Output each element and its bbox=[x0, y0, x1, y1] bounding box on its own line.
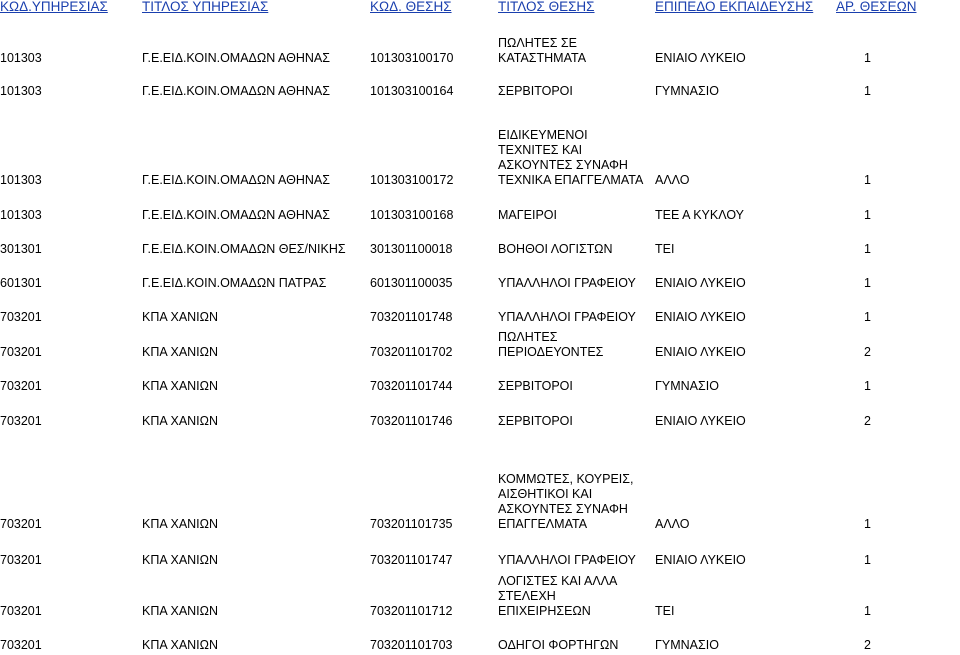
header-positions-count: ΑΡ. ΘΕΣΕΩΝ bbox=[836, 0, 917, 14]
education-level-cell: ΕΝΙΑΙΟ ΛΥΚΕΙΟ bbox=[655, 310, 746, 324]
position-title-line: ΑΣΚΟΥΝΤΕΣ ΣΥΝΑΦΗ bbox=[498, 502, 628, 516]
position-title-line: ΑΙΣΘΗΤΙΚΟΙ ΚΑΙ bbox=[498, 487, 593, 501]
position-code-cell: 703201101703 bbox=[370, 638, 453, 652]
service-code-cell: 703201 bbox=[0, 379, 42, 393]
service-code-cell: 703201 bbox=[0, 517, 42, 531]
position-code-cell: 101303100170 bbox=[370, 51, 454, 65]
position-code-cell: 101303100172 bbox=[370, 173, 454, 187]
education-level-cell: ΕΝΙΑΙΟ ΛΥΚΕΙΟ bbox=[655, 345, 746, 359]
education-level-cell: ΕΝΙΑΙΟ ΛΥΚΕΙΟ bbox=[655, 553, 746, 567]
positions-count-cell: 1 bbox=[864, 208, 871, 222]
positions-count-cell: 2 bbox=[864, 414, 871, 428]
position-title-line: ΟΔΗΓΟΙ ΦΟΡΤΗΓΩΝ bbox=[498, 638, 619, 652]
position-title-line: ΥΠΑΛΛΗΛΟΙ ΓΡΑΦΕΙΟΥ bbox=[498, 276, 636, 290]
position-title-line: ΑΣΚΟΥΝΤΕΣ ΣΥΝΑΦΗ bbox=[498, 158, 628, 172]
education-level-cell: ΑΛΛΟ bbox=[655, 517, 690, 531]
service-title-cell: ΚΠΑ ΧΑΝΙΩΝ bbox=[142, 345, 219, 359]
position-code-cell: 101303100168 bbox=[370, 208, 454, 222]
service-title-cell: Γ.Ε.ΕΙΔ.ΚΟΙΝ.ΟΜΑΔΩΝ ΑΘΗΝΑΣ bbox=[142, 51, 330, 65]
position-title-line: ΕΙΔΙΚΕΥΜΕΝΟΙ bbox=[498, 128, 588, 142]
positions-count-cell: 2 bbox=[864, 638, 871, 652]
position-title-line: ΜΑΓΕΙΡΟΙ bbox=[498, 208, 557, 222]
education-level-cell: ΤΕΕ Α ΚΥΚΛΟΥ bbox=[655, 208, 744, 222]
positions-count-cell: 1 bbox=[864, 242, 871, 256]
position-title-line: ΤΕΧΝΙΚΑ ΕΠΑΓΓΕΛΜΑΤΑ bbox=[498, 173, 644, 187]
service-title-cell: Γ.Ε.ΕΙΔ.ΚΟΙΝ.ΟΜΑΔΩΝ ΠΑΤΡΑΣ bbox=[142, 276, 327, 290]
positions-count-cell: 1 bbox=[864, 51, 871, 65]
positions-count-cell: 1 bbox=[864, 553, 871, 567]
header-title-position: ΤΙΤΛΟΣ ΘΕΣΗΣ bbox=[498, 0, 595, 14]
education-level-cell: ΤΕΙ bbox=[655, 242, 675, 256]
positions-count-cell: 1 bbox=[864, 517, 871, 531]
position-code-cell: 703201101744 bbox=[370, 379, 453, 393]
service-title-cell: ΚΠΑ ΧΑΝΙΩΝ bbox=[142, 310, 219, 324]
education-level-cell: ΤΕΙ bbox=[655, 604, 675, 618]
service-title-cell: ΚΠΑ ΧΑΝΙΩΝ bbox=[142, 414, 219, 428]
positions-count-cell: 1 bbox=[864, 276, 871, 290]
positions-count-cell: 1 bbox=[864, 310, 871, 324]
service-title-cell: ΚΠΑ ΧΑΝΙΩΝ bbox=[142, 517, 219, 531]
position-title-line: ΣΤΕΛΕΧΗ bbox=[498, 589, 556, 603]
position-code-cell: 703201101712 bbox=[370, 604, 453, 618]
position-title-line: ΥΠΑΛΛΗΛΟΙ ΓΡΑΦΕΙΟΥ bbox=[498, 310, 636, 324]
service-title-cell: ΚΠΑ ΧΑΝΙΩΝ bbox=[142, 553, 219, 567]
service-code-cell: 703201 bbox=[0, 604, 42, 618]
header-education-level: ΕΠΙΠΕΔΟ ΕΚΠΑΙΔΕΥΣΗΣ bbox=[655, 0, 814, 14]
position-title-line: ΣΕΡΒΙΤΟΡΟΙ bbox=[498, 414, 573, 428]
education-level-cell: ΓΥΜΝΑΣΙΟ bbox=[655, 638, 719, 652]
service-title-cell: ΚΠΑ ΧΑΝΙΩΝ bbox=[142, 638, 219, 652]
position-code-cell: 703201101702 bbox=[370, 345, 453, 359]
service-title-cell: ΚΠΑ ΧΑΝΙΩΝ bbox=[142, 379, 219, 393]
education-level-cell: ΓΥΜΝΑΣΙΟ bbox=[655, 84, 719, 98]
position-code-cell: 703201101746 bbox=[370, 414, 453, 428]
service-code-cell: 703201 bbox=[0, 638, 42, 652]
position-code-cell: 703201101735 bbox=[370, 517, 453, 531]
service-title-cell: Γ.Ε.ΕΙΔ.ΚΟΙΝ.ΟΜΑΔΩΝ ΑΘΗΝΑΣ bbox=[142, 173, 330, 187]
service-title-cell: Γ.Ε.ΕΙΔ.ΚΟΙΝ.ΟΜΑΔΩΝ ΑΘΗΝΑΣ bbox=[142, 208, 330, 222]
header-code-service: ΚΩΔ.ΥΠΗΡΕΣΙΑΣ bbox=[0, 0, 108, 14]
service-title-cell: Γ.Ε.ΕΙΔ.ΚΟΙΝ.ΟΜΑΔΩΝ ΑΘΗΝΑΣ bbox=[142, 84, 330, 98]
position-title-line: ΠΩΛΗΤΕΣ ΣΕ bbox=[498, 36, 577, 50]
position-title-line: ΛΟΓΙΣΤΕΣ ΚΑΙ ΑΛΛΑ bbox=[498, 574, 618, 588]
education-level-cell: ΕΝΙΑΙΟ ΛΥΚΕΙΟ bbox=[655, 51, 746, 65]
service-title-cell: Γ.Ε.ΕΙΔ.ΚΟΙΝ.ΟΜΑΔΩΝ ΘΕΣ/ΝΙΚΗΣ bbox=[142, 242, 346, 256]
service-code-cell: 703201 bbox=[0, 345, 42, 359]
service-code-cell: 101303 bbox=[0, 51, 42, 65]
service-code-cell: 101303 bbox=[0, 208, 42, 222]
service-code-cell: 703201 bbox=[0, 553, 42, 567]
position-title-line: ΚΟΜΜΩΤΕΣ, ΚΟΥΡΕΙΣ, bbox=[498, 472, 634, 486]
position-title-line: ΣΕΡΒΙΤΟΡΟΙ bbox=[498, 379, 573, 393]
position-title-line: ΒΟΗΘΟΙ ΛΟΓΙΣΤΩΝ bbox=[498, 242, 613, 256]
service-code-cell: 101303 bbox=[0, 173, 42, 187]
position-code-cell: 301301100018 bbox=[370, 242, 453, 256]
position-code-cell: 101303100164 bbox=[370, 84, 454, 98]
position-title-line: ΕΠΑΓΓΕΛΜΑΤΑ bbox=[498, 517, 588, 531]
education-level-cell: ΓΥΜΝΑΣΙΟ bbox=[655, 379, 719, 393]
header-title-service: ΤΙΤΛΟΣ ΥΠΗΡΕΣΙΑΣ bbox=[142, 0, 269, 14]
position-title-line: ΥΠΑΛΛΗΛΟΙ ΓΡΑΦΕΙΟΥ bbox=[498, 553, 636, 567]
position-title-cell bbox=[498, 638, 618, 653]
service-code-cell: 703201 bbox=[0, 310, 42, 324]
service-code-cell: 301301 bbox=[0, 242, 42, 256]
positions-count-cell: 1 bbox=[864, 379, 871, 393]
education-level-cell: ΑΛΛΟ bbox=[655, 173, 690, 187]
positions-count-cell: 1 bbox=[864, 604, 871, 618]
position-title-line: ΠΕΡΙΟΔΕΥΟΝΤΕΣ bbox=[498, 345, 604, 359]
position-title-line: ΕΠΙΧΕΙΡΗΣΕΩΝ bbox=[498, 604, 591, 618]
positions-count-cell: 2 bbox=[864, 345, 871, 359]
position-title-line: ΤΕΧΝΙΤΕΣ ΚΑΙ bbox=[498, 143, 583, 157]
positions-count-cell: 1 bbox=[864, 84, 871, 98]
service-title-cell: ΚΠΑ ΧΑΝΙΩΝ bbox=[142, 604, 219, 618]
position-code-cell: 703201101748 bbox=[370, 310, 453, 324]
position-title-line: ΚΑΤΑΣΤΗΜΑΤΑ bbox=[498, 51, 587, 65]
position-title-line: ΠΩΛΗΤΕΣ bbox=[498, 330, 558, 344]
position-title-line: ΣΕΡΒΙΤΟΡΟΙ bbox=[498, 84, 573, 98]
service-code-cell: 703201 bbox=[0, 414, 42, 428]
education-level-cell: ΕΝΙΑΙΟ ΛΥΚΕΙΟ bbox=[655, 414, 746, 428]
position-code-cell: 601301100035 bbox=[370, 276, 453, 290]
positions-count-cell: 1 bbox=[864, 173, 871, 187]
service-code-cell: 101303 bbox=[0, 84, 42, 98]
education-level-cell: ΕΝΙΑΙΟ ΛΥΚΕΙΟ bbox=[655, 276, 746, 290]
position-code-cell: 703201101747 bbox=[370, 553, 453, 567]
header-code-position: ΚΩΔ. ΘΕΣΗΣ bbox=[370, 0, 452, 14]
service-code-cell: 601301 bbox=[0, 276, 42, 290]
